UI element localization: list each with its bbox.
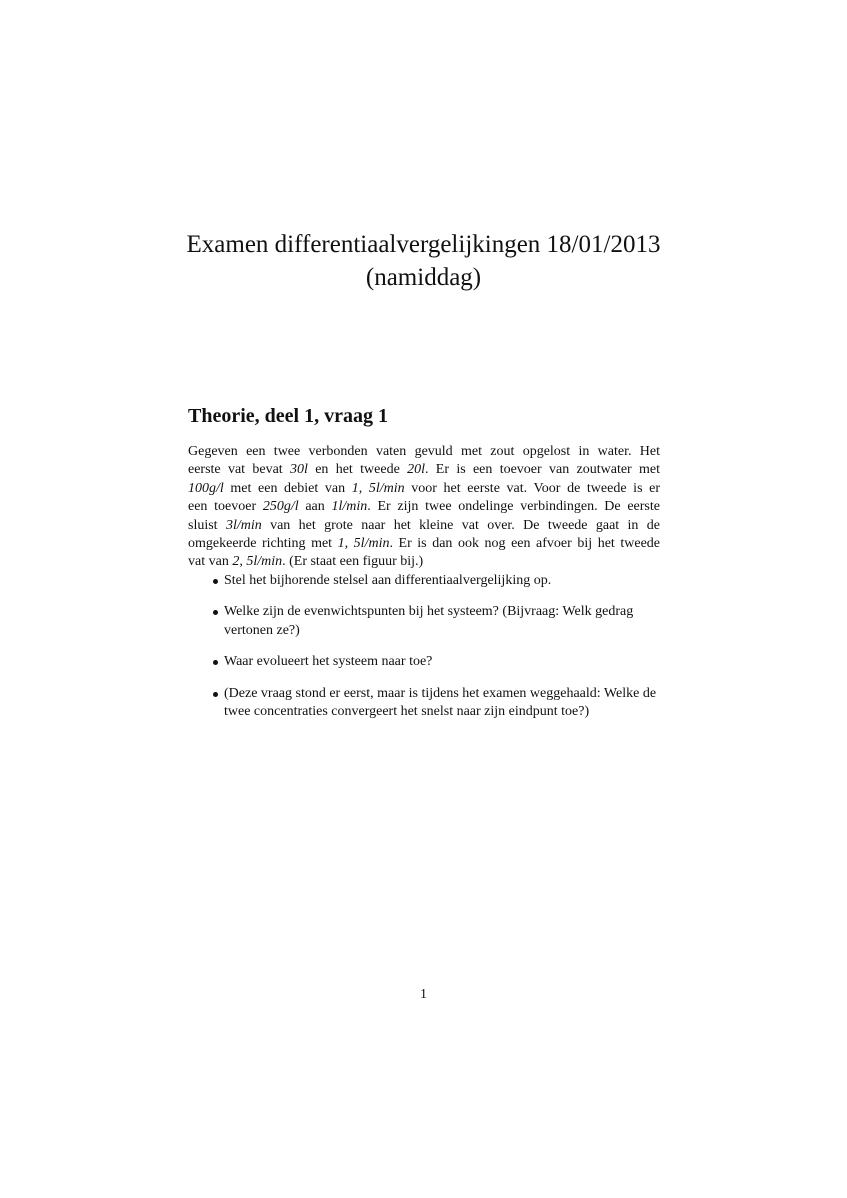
list-item: [188, 653, 660, 671]
list-item: [188, 603, 660, 640]
page-number: 1: [420, 987, 427, 1002]
list-item-text: Welke zijn de evenwichtspunten bij het systeem? (Bijvraag: Welk gedrag vertonen ze?): [224, 604, 634, 638]
paragraph-line-2: eerste vat bevat 30l en het tweede 20l. Er is een toevoer van zoutwater met: [188, 462, 661, 478]
bullet-icon: [213, 610, 218, 615]
question-paragraph: [188, 443, 660, 572]
bullet-icon: [213, 660, 218, 665]
list-item-text: (Deze vraag stond er eerst, maar is tijdens het examen weggehaald: Welke de twee concentraties convergeert het snelst naar zijn eindpunt toe?): [224, 685, 657, 720]
paragraph-line-6: omgekeerde richting met 1, 5l/min. Er is dan ook nog een afvoer bij het tweede: [188, 536, 660, 552]
list-item: [188, 685, 660, 722]
title-line-1: Examen differentiaalvergelijkingen 18/01/2013: [186, 231, 661, 258]
paragraph-line-3: 100g/l met een debiet van 1, 5l/min voor het eerste vat. Voor de tweede is er: [188, 480, 661, 496]
bullet-icon: [213, 692, 218, 697]
list-item: [188, 572, 660, 590]
paragraph-line-4: een toevoer 250g/l aan 1l/min. Er zijn twee ondelinge verbindingen. De eerste: [188, 499, 660, 515]
title-line-2: (namiddag): [365, 264, 482, 291]
section-heading: Theorie, deel 1, vraag 1: [188, 405, 388, 427]
paragraph-line-7: vat van 2, 5l/min. (Er staat een figuur bij.): [188, 554, 424, 570]
document-title: [120, 228, 727, 294]
list-item-text: Waar evolueert het systeem naar toe?: [224, 654, 433, 670]
question-list: [188, 572, 660, 734]
paragraph-line-1: Gegeven een twee verbonden vaten gevuld met zout opgelost in water. Het: [188, 444, 660, 459]
list-item-text: Stel het bijhorende stelsel aan differentiaalvergelijking op.: [224, 573, 552, 588]
bullet-icon: [213, 579, 218, 584]
paragraph-line-5: sluist 3l/min van het grote naar het kleine vat over. De tweede gaat in de: [188, 517, 660, 533]
